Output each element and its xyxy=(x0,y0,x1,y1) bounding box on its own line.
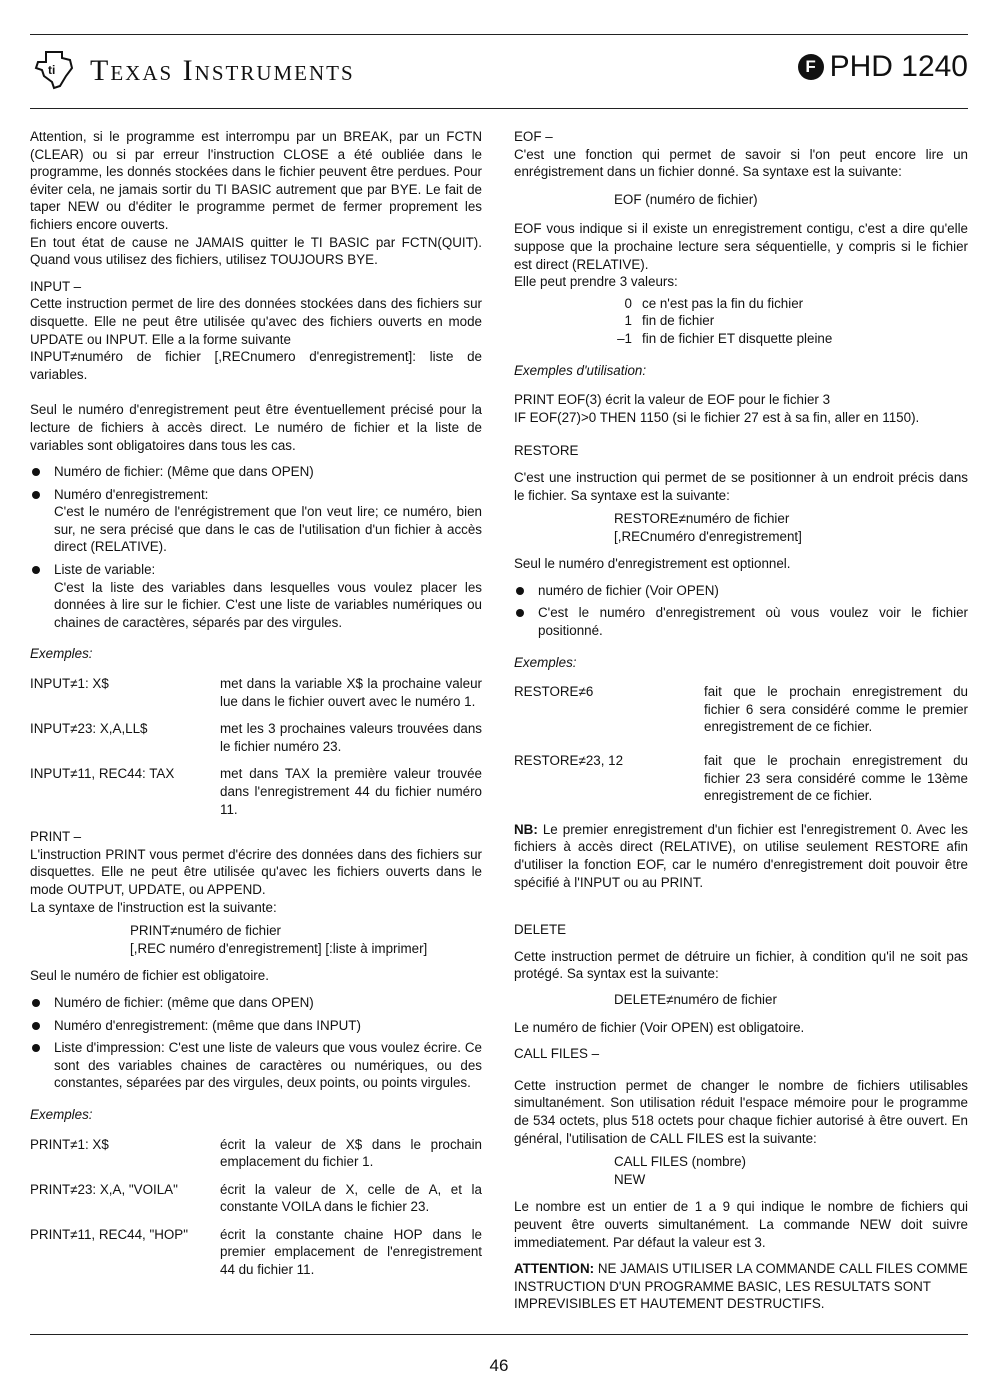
example-description: écrit la constante chaine HOP dans le premier emplacement de l'enregistrement 44 du fichier 11. xyxy=(220,1226,482,1278)
restore-examples-heading: Exemples: xyxy=(514,654,577,670)
delete-description: Cette instruction permet de détruire un fichier, à condition qu'il ne soit pas protégé. Sa syntax est la suivante: xyxy=(514,948,968,982)
nb-paragraph xyxy=(514,821,968,891)
print-syntax-intro: La syntaxe de l'instruction est la suivante: xyxy=(30,899,277,915)
example-description: fait que le prochain enregistrement du fichier 23 sera considéré comme le 13ème enregistrement de ce fichier. xyxy=(704,753,968,804)
input-syntax: INPUT≠numéro de fichier [,RECnumero d'enregistrement]: liste de variables. xyxy=(30,349,482,382)
example-description: fait que le prochain enregistrement du fichier 6 sera considéré comme le premier enregistrement de ce fichier. xyxy=(704,684,968,735)
list-item xyxy=(606,312,968,330)
eof-value-text: fin de fichier ET disquette pleine xyxy=(642,330,833,346)
eof-description: C'est une fonction qui permet de savoir si l'on peut encore lire un enrégistrement dans un fichier donné. Sa syntaxe est la suivante: xyxy=(514,146,968,180)
example-code: INPUT≠11, REC44: TAX xyxy=(30,766,175,782)
example-row xyxy=(514,683,968,736)
right-column xyxy=(514,128,968,1322)
list-item: numéro de fichier (Voir OPEN) xyxy=(514,582,968,600)
nb-text: Le premier enregistrement d'un fichier est l'enregistrement 0. Avec les fichiers à accès direct (RELATIVE), on utilise seulement RESTORE afin d'utiliser la fonction EOF, car le numéro d'enregistrement doit pouvoir être spécifié à l'INPUT ou au PRINT. xyxy=(514,821,968,890)
language-badge: F xyxy=(798,54,824,80)
print-bullet-list xyxy=(30,994,482,1092)
input-description: Cette instruction permet de lire des données stockées dans des fichiers sur disquette. Elle ne peut être utilisée qu'avec des fichiers ouverts en mode UPDATE ou INPUT. Elle a la forme suivante xyxy=(30,296,482,347)
example-code: PRINT≠1: X$ xyxy=(30,1136,109,1152)
callfiles-syntax-line-2: NEW xyxy=(614,1171,646,1187)
delete-note: Le numéro de fichier (Voir OPEN) est obligatoire. xyxy=(514,1019,805,1035)
example-description: met dans TAX la première valeur trouvée dans l'enregistrement 44 du fichier numéro 11. xyxy=(220,766,482,817)
example-row xyxy=(30,1181,482,1216)
top-rule xyxy=(30,34,968,35)
restore-title: RESTORE xyxy=(514,443,579,459)
callfiles-note: Le nombre est un entier de 1 a 9 qui indique le nombre de fichiers qui peuvent être ouverts simultanément. La commande NEW doit suivre immediatement. Par défaut la valeur est 3. xyxy=(514,1199,968,1250)
list-item: Numéro d'enregistrement: C'est le numéro de l'enrégistrement que l'on veut lire; ce numéro, bien sur, ne sera précisé que dans le cas de l'utilisation d'un fichier à accès direct (RELATIVE). xyxy=(30,486,482,556)
example-code: INPUT≠1: X$ xyxy=(30,676,109,692)
restore-description: C'est une instruction qui permet de se positionner à un endroit précis dans le fichier. Sa syntaxe est la suivante: xyxy=(514,469,968,503)
restore-syntax-line-1: RESTORE≠numéro de fichier xyxy=(614,511,790,527)
model-label: PHD 1240 xyxy=(829,50,968,83)
print-syntax-line-1: PRINT≠numéro de fichier xyxy=(130,923,281,939)
print-description: L'instruction PRINT vous permet d'écrire des données dans des fichiers sur disquettes. Elle ne peut être utilisée qu'avec les fichiers ouverts dans le mode OUTPUT, UPDATE, ou APPEND. xyxy=(30,846,482,897)
brand-name: Texas Instruments xyxy=(90,54,355,87)
list-item xyxy=(606,295,968,313)
callfiles-syntax-line-1: CALL FILES (nombre) xyxy=(614,1154,746,1170)
attention-label: ATTENTION: xyxy=(514,1261,595,1277)
eof-example-1: PRINT EOF(3) écrit la valeur de EOF pour le fichier 3 xyxy=(514,392,831,408)
input-note: Seul le numéro d'enregistrement peut être éventuellement précisé pour la lecture de fichiers à accès direct. Le numéro de fichier et la liste de variables sont obligatoires dans tous les cas. xyxy=(30,402,482,453)
example-code: RESTORE≠6 xyxy=(514,684,594,700)
input-title: INPUT – xyxy=(30,278,82,294)
example-row xyxy=(30,1136,482,1171)
eof-value-text: ce n'est pas la fin du fichier xyxy=(642,295,804,311)
header-rule xyxy=(30,108,968,109)
svg-text:ti: ti xyxy=(48,63,56,77)
texas-instruments-logo-icon xyxy=(32,48,78,92)
restore-syntax xyxy=(514,510,968,545)
example-description: écrit la valeur de X, celle de A, et la constante VOILA dans le fichier 23. xyxy=(220,1181,482,1215)
model-number xyxy=(798,50,968,84)
print-examples-heading: Exemples: xyxy=(30,1106,93,1122)
callfiles-syntax xyxy=(514,1153,968,1188)
restore-bullet-list xyxy=(514,582,968,640)
example-row xyxy=(30,765,482,818)
list-item: Numéro de fichier: (même que dans OPEN) xyxy=(30,994,482,1012)
list-item xyxy=(606,330,968,348)
example-row xyxy=(30,720,482,755)
example-code: PRINT≠23: X,A, "VOILA" xyxy=(30,1181,178,1197)
page-number: 46 xyxy=(489,1356,509,1375)
eof-values-list xyxy=(514,295,968,348)
print-title: PRINT – xyxy=(30,829,82,845)
example-description: met dans la variable X$ la prochaine valeur lue dans le fichier ouvert avec le numéro 1. xyxy=(220,676,482,709)
example-description: écrit la valeur de X$ dans le prochain emplacement du fichier 1. xyxy=(220,1136,482,1170)
eof-value-text: fin de fichier xyxy=(642,313,715,329)
list-item: Numéro de fichier: (Même que dans OPEN) xyxy=(30,463,482,481)
input-examples-heading: Exemples: xyxy=(30,646,93,662)
print-note: Seul le numéro de fichier est obligatoire. xyxy=(30,968,269,984)
input-bullet-list xyxy=(30,463,482,631)
delete-title: DELETE xyxy=(514,922,567,938)
example-row xyxy=(30,675,482,710)
eof-example-2: IF EOF(27)>0 THEN 1150 (si le fichier 27 est à sa fin, aller en 1150). xyxy=(514,409,920,425)
example-row xyxy=(514,752,968,805)
print-syntax-line-2: [,REC numéro d'enregistrement] [:liste à imprimer] xyxy=(130,940,428,956)
list-item: C'est le numéro d'enregistrement où vous voulez voir le fichier positionné. xyxy=(514,604,968,639)
example-description: met les 3 prochaines valeurs trouvées dans le fichier numéro 23. xyxy=(220,721,482,754)
example-code: PRINT≠11, REC44, "HOP" xyxy=(30,1226,188,1242)
callfiles-description: Cette instruction permet de changer le nombre de fichiers utilisables simultanément. Son utilisation réduit l'espace mémoire pour le programme de 534 octets, plus 518 octets pour chaque fichier autorisé à être ouvert. En général, l'utilisation de CALL FILES est la suivante: xyxy=(514,1077,968,1146)
eof-values-intro: Elle peut prendre 3 valeurs: xyxy=(514,274,678,290)
example-code: RESTORE≠23, 12 xyxy=(514,753,624,769)
restore-note: Seul le numéro d'enregistrement est optionnel. xyxy=(514,556,791,572)
attention-text: NE JAMAIS UTILISER LA COMMANDE CALL FILES COMME INSTRUCTION D'UN PROGRAMME BASIC, LES RESULTATS SONT IMPREVISIBLES ET HAUTEMENT DESTRUCTIFS. xyxy=(514,1261,968,1312)
eof-value-number: –1 xyxy=(617,330,632,346)
eof-syntax: EOF (numéro de fichier) xyxy=(614,191,758,207)
callfiles-title: CALL FILES – xyxy=(514,1046,600,1062)
list-item: Liste d'impression: C'est une liste de valeurs que vous voulez écrire. Ce sont des variables chaines de caractères ou numériques, ou des constantes, séparées par des virgules, deux points, ou points virgules. xyxy=(30,1039,482,1092)
restore-syntax-line-2: [,RECnuméro d'enregistrement] xyxy=(614,528,802,544)
example-code: INPUT≠23: X,A,LL$ xyxy=(30,721,148,737)
footer-rule xyxy=(30,1334,968,1335)
eof-value-number: 0 xyxy=(624,295,632,311)
nb-label: NB: xyxy=(514,821,538,837)
list-item: Numéro d'enregistrement: (même que dans INPUT) xyxy=(30,1017,482,1035)
eof-title: EOF – xyxy=(514,129,553,144)
list-item: Liste de variable: C'est la liste des variables dans lesquelles vous voulez placer les données à lire sur le fichier. C'est une liste de variables numériques ou chaines de caractères, séparés par des virgules. xyxy=(30,561,482,631)
intro-paragraph-1: Attention, si le programme est interrompu par un BREAK, par un FCTN (CLEAR) ou si par erreur l'instruction CLOSE a été oubliée dans le programme, les donnés stockées dans le fichier peuvent être perdues. Pour éviter cela, ne jamais sortir du TI BASIC autrement que par BYE. Le fait de taper NEW ou d'éditer le programme permet de fermer proprement les fichiers encore ouverts. xyxy=(30,129,482,232)
eof-note: EOF vous indique si il existe un enregistrement contigu, c'est a dire qu'elle suppose que la prochaine lecture sera séquentielle, y compris si le fichier est direct (RELATIVE). xyxy=(514,221,968,272)
left-column xyxy=(30,128,482,1289)
print-syntax xyxy=(30,922,482,957)
intro-paragraph-2: En tout état de cause ne JAMAIS quitter le TI BASIC par FCTN(QUIT). Quand vous utilisez des fichiers, utilisez TOUJOURS BYE. xyxy=(30,234,482,268)
delete-syntax: DELETE≠numéro de fichier xyxy=(614,991,777,1007)
eof-value-number: 1 xyxy=(624,313,632,329)
eof-examples-heading: Exemples d'utilisation: xyxy=(514,362,647,378)
page-header xyxy=(30,44,968,104)
example-row xyxy=(30,1226,482,1279)
attention-paragraph xyxy=(514,1260,968,1313)
